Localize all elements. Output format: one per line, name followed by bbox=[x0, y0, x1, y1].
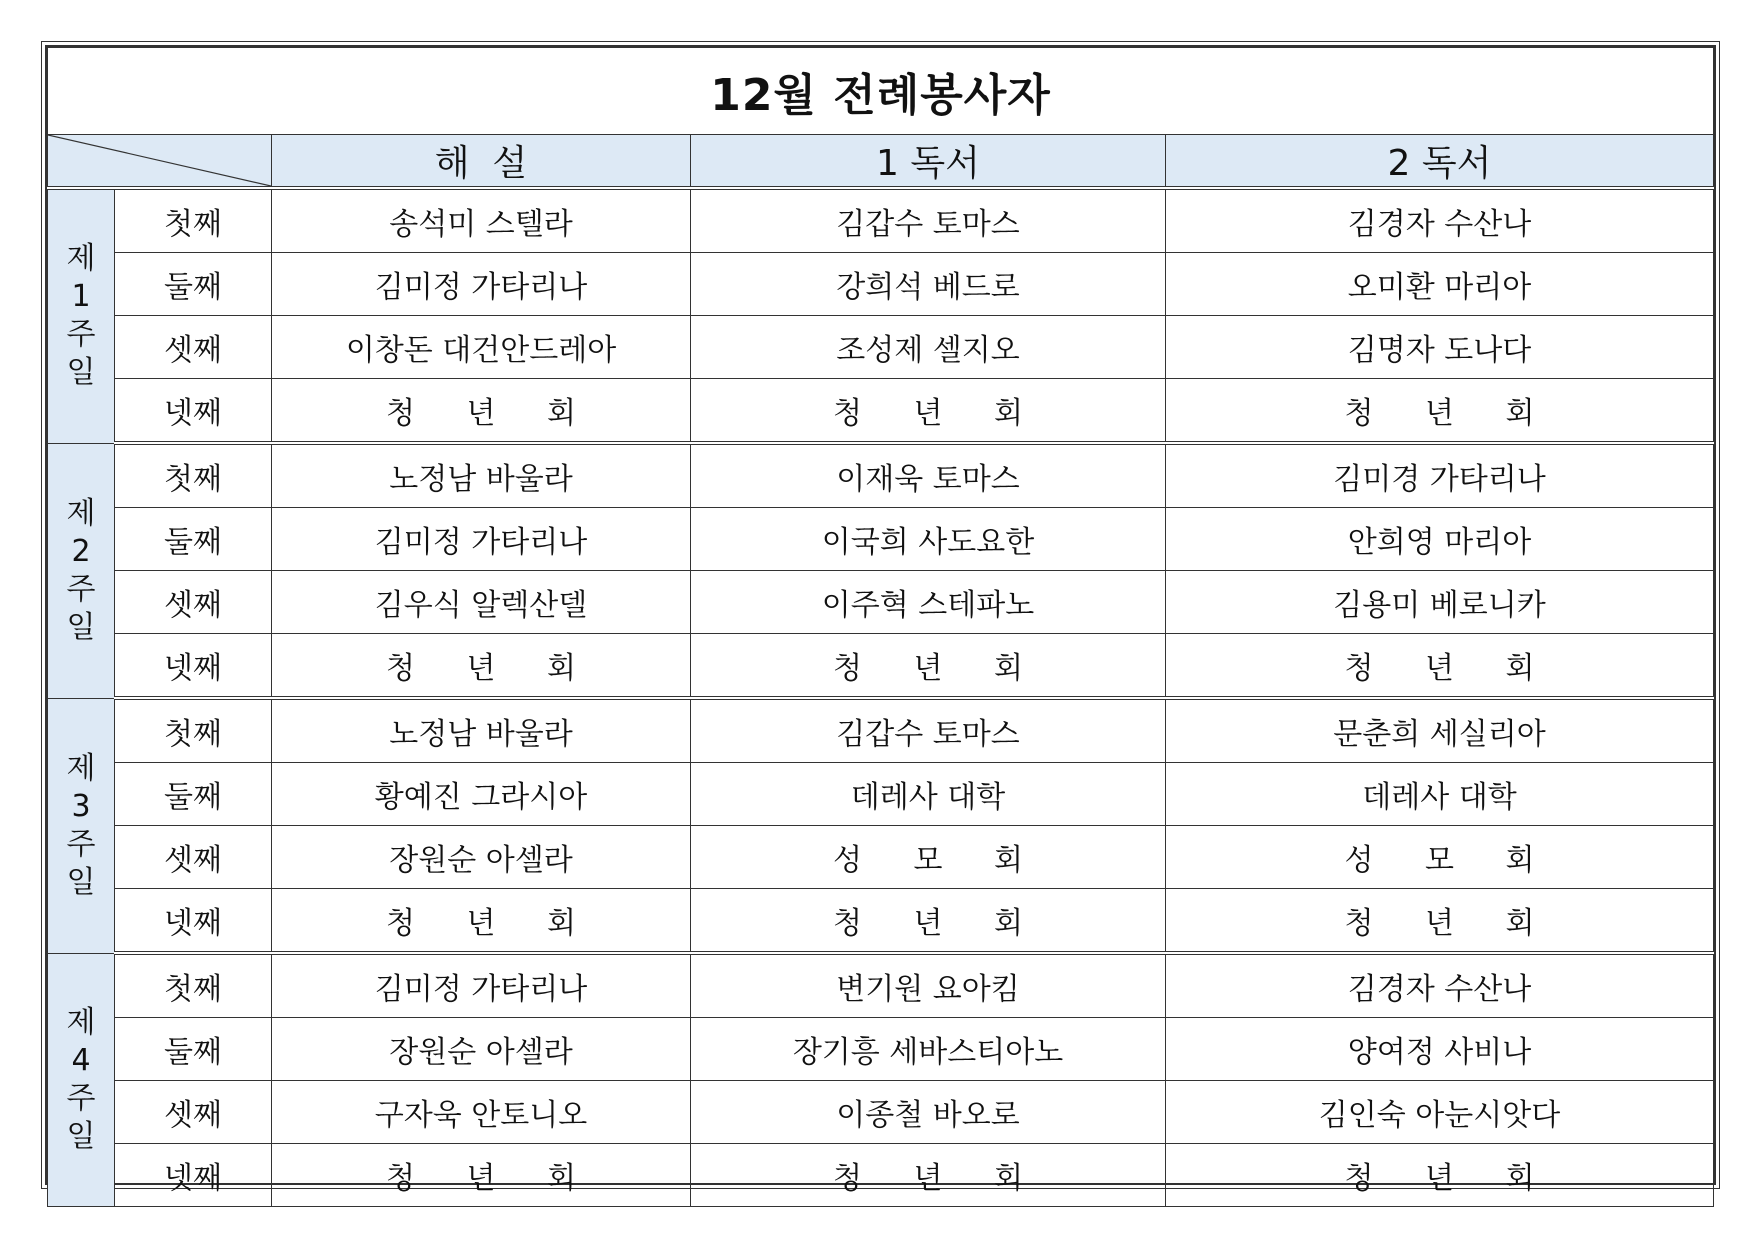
reading2-cell: 청 년 회 bbox=[1166, 1144, 1714, 1207]
week-label-char: 제 bbox=[66, 495, 96, 531]
table-row bbox=[48, 1081, 1714, 1144]
reading1-cell: 장기흥 세바스티아노 bbox=[691, 1018, 1166, 1081]
commentary-cell: 황예진 그라시아 bbox=[272, 763, 691, 826]
ordinal-cell: 둘째 bbox=[115, 253, 272, 316]
ordinal-cell: 넷째 bbox=[115, 889, 272, 954]
reading1-cell: 강희석 베드로 bbox=[691, 253, 1166, 316]
commentary-cell: 청 년 회 bbox=[272, 889, 691, 954]
ordinal-cell: 둘째 bbox=[115, 1018, 272, 1081]
reading1-cell: 변기원 요아킴 bbox=[691, 953, 1166, 1018]
commentary-cell: 김미정 가타리나 bbox=[272, 253, 691, 316]
ordinal-cell: 첫째 bbox=[115, 188, 272, 253]
reading2-cell: 김경자 수산나 bbox=[1166, 188, 1714, 253]
week-label-char: 주 bbox=[66, 571, 96, 607]
week-label-char: 일 bbox=[66, 864, 96, 900]
reading2-cell: 청 년 회 bbox=[1166, 634, 1714, 699]
commentary-cell: 김미정 가타리나 bbox=[272, 953, 691, 1018]
reading2-cell: 청 년 회 bbox=[1166, 889, 1714, 954]
week-label-2 bbox=[48, 443, 115, 698]
reading1-cell: 이재욱 토마스 bbox=[691, 443, 1166, 508]
ordinal-cell: 셋째 bbox=[115, 571, 272, 634]
reading1-cell: 이국희 사도요한 bbox=[691, 508, 1166, 571]
commentary-cell: 장원순 아셀라 bbox=[272, 826, 691, 889]
corner-diagonal-cell bbox=[48, 135, 272, 189]
page-title: 12월 전례봉사자 bbox=[48, 48, 1714, 135]
reading2-cell: 오미환 마리아 bbox=[1166, 253, 1714, 316]
week-label-char: 일 bbox=[66, 1118, 96, 1154]
reading2-cell: 김용미 베로니카 bbox=[1166, 571, 1714, 634]
ordinal-cell: 둘째 bbox=[115, 763, 272, 826]
ordinal-cell: 첫째 bbox=[115, 953, 272, 1018]
title-row bbox=[48, 48, 1714, 135]
column-header-reading1: 1 독서 bbox=[691, 135, 1166, 189]
reading1-cell: 김갑수 토마스 bbox=[691, 188, 1166, 253]
reading1-cell: 김갑수 토마스 bbox=[691, 698, 1166, 763]
commentary-cell: 청 년 회 bbox=[272, 1144, 691, 1207]
week-label-char: 주 bbox=[66, 1080, 96, 1116]
table-row bbox=[48, 508, 1714, 571]
commentary-cell: 구자욱 안토니오 bbox=[272, 1081, 691, 1144]
reading1-cell: 데레사 대학 bbox=[691, 763, 1166, 826]
week-label-char: 일 bbox=[66, 355, 96, 391]
header-row bbox=[48, 135, 1714, 189]
table-row bbox=[48, 953, 1714, 1018]
week-label-char: 제 bbox=[66, 1004, 96, 1040]
commentary-cell: 김미정 가타리나 bbox=[272, 508, 691, 571]
ordinal-cell: 셋째 bbox=[115, 826, 272, 889]
commentary-cell: 청 년 회 bbox=[272, 634, 691, 699]
week-label-4 bbox=[48, 953, 115, 1207]
reading1-cell: 청 년 회 bbox=[691, 379, 1166, 444]
reading2-cell: 김경자 수산나 bbox=[1166, 953, 1714, 1018]
week-label-1 bbox=[48, 188, 115, 443]
column-header-commentary: 해 설 bbox=[272, 135, 691, 189]
reading2-cell: 양여정 사비나 bbox=[1166, 1018, 1714, 1081]
table-row bbox=[48, 634, 1714, 699]
table-row bbox=[48, 316, 1714, 379]
ordinal-cell: 첫째 bbox=[115, 443, 272, 508]
roster-sheet bbox=[41, 41, 1720, 1196]
table-row bbox=[48, 1144, 1714, 1207]
ordinal-cell: 첫째 bbox=[115, 698, 272, 763]
reading1-cell: 이주혁 스테파노 bbox=[691, 571, 1166, 634]
table-row bbox=[48, 571, 1714, 634]
week-label-char: 주 bbox=[66, 317, 96, 353]
table-row bbox=[48, 826, 1714, 889]
table-row bbox=[48, 188, 1714, 253]
ordinal-cell: 넷째 bbox=[115, 379, 272, 444]
ordinal-cell: 둘째 bbox=[115, 508, 272, 571]
table-row bbox=[48, 763, 1714, 826]
week-label-3 bbox=[48, 698, 115, 953]
reading2-cell: 문춘희 세실리아 bbox=[1166, 698, 1714, 763]
reading2-cell: 청 년 회 bbox=[1166, 379, 1714, 444]
table-row bbox=[48, 889, 1714, 954]
reading1-cell: 청 년 회 bbox=[691, 1144, 1166, 1207]
week-label-char: 제 bbox=[66, 241, 96, 277]
column-header-reading2: 2 독서 bbox=[1166, 135, 1714, 189]
week-label-char: 주 bbox=[66, 826, 96, 862]
commentary-cell: 이창돈 대건안드레아 bbox=[272, 316, 691, 379]
week-label-char: 제 bbox=[66, 750, 96, 786]
ordinal-cell: 넷째 bbox=[115, 634, 272, 699]
week-label-char: 4 bbox=[71, 1042, 91, 1078]
reading1-cell: 이종철 바오로 bbox=[691, 1081, 1166, 1144]
reading2-cell: 데레사 대학 bbox=[1166, 763, 1714, 826]
ordinal-cell: 셋째 bbox=[115, 316, 272, 379]
reading1-cell: 조성제 셀지오 bbox=[691, 316, 1166, 379]
ordinal-cell: 넷째 bbox=[115, 1144, 272, 1207]
roster-table bbox=[47, 47, 1714, 1207]
table-row bbox=[48, 443, 1714, 508]
table-row bbox=[48, 1018, 1714, 1081]
roster-frame bbox=[45, 45, 1716, 1196]
ordinal-cell: 셋째 bbox=[115, 1081, 272, 1144]
week-label-char: 3 bbox=[71, 788, 91, 824]
commentary-cell: 청 년 회 bbox=[272, 379, 691, 444]
reading2-cell: 성 모 회 bbox=[1166, 826, 1714, 889]
reading1-cell: 청 년 회 bbox=[691, 889, 1166, 954]
commentary-cell: 김우식 알렉산델 bbox=[272, 571, 691, 634]
diagonal-line bbox=[48, 135, 271, 186]
table-row bbox=[48, 253, 1714, 316]
week-label-char: 1 bbox=[71, 279, 91, 315]
reading2-cell: 김명자 도나다 bbox=[1166, 316, 1714, 379]
commentary-cell: 노정남 바울라 bbox=[272, 443, 691, 508]
commentary-cell: 송석미 스텔라 bbox=[272, 188, 691, 253]
week-label-char: 일 bbox=[66, 609, 96, 645]
commentary-cell: 노정남 바울라 bbox=[272, 698, 691, 763]
reading2-cell: 안희영 마리아 bbox=[1166, 508, 1714, 571]
reading2-cell: 김인숙 아눈시앗다 bbox=[1166, 1081, 1714, 1144]
table-row bbox=[48, 698, 1714, 763]
reading2-cell: 김미경 가타리나 bbox=[1166, 443, 1714, 508]
reading1-cell: 청 년 회 bbox=[691, 634, 1166, 699]
commentary-cell: 장원순 아셀라 bbox=[272, 1018, 691, 1081]
reading1-cell: 성 모 회 bbox=[691, 826, 1166, 889]
table-row bbox=[48, 379, 1714, 444]
week-label-char: 2 bbox=[71, 533, 91, 569]
